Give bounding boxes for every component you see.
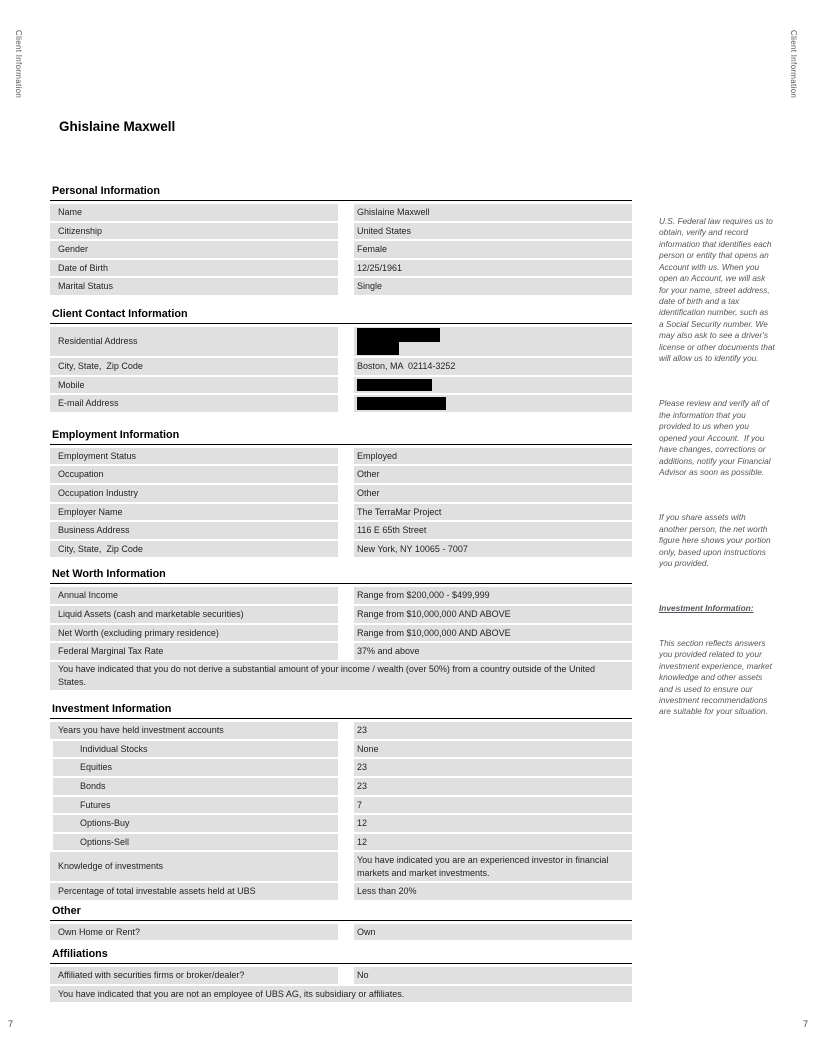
table-row	[50, 241, 632, 258]
margin-note-shared-assets: If you share assets with another person, the net worth figure here shows your portion only, based upon instructions you provided.	[659, 512, 773, 569]
row-value: Range from $200,000 - $499,999	[354, 587, 632, 604]
row-label: Own Home or Rent?	[50, 924, 338, 941]
section-heading: Client Contact Information	[50, 308, 632, 324]
row-value: 37% and above	[354, 643, 632, 660]
row-value: None	[354, 741, 632, 758]
side-label-client-information-right: Client Information	[789, 30, 798, 99]
section-heading: Investment Information	[50, 703, 632, 719]
row-label: Annual Income	[50, 587, 338, 604]
row-label: Name	[50, 204, 338, 221]
row-value: 23	[354, 759, 632, 776]
row-label: Marital Status	[50, 278, 338, 295]
section-other	[50, 905, 632, 941]
table-row	[50, 260, 632, 277]
row-value: New York, NY 10065 - 7007	[354, 541, 632, 558]
main-content	[50, 0, 632, 1004]
row-value: Other	[354, 485, 632, 502]
table-row	[50, 327, 632, 356]
table-row	[50, 924, 632, 941]
row-value: United States	[354, 223, 632, 240]
section-heading: Net Worth Information	[50, 568, 632, 584]
side-label-client-information-left: Client Information	[14, 30, 23, 99]
row-value: Boston, MA 02114-3252	[354, 358, 632, 375]
section-heading: Employment Information	[50, 429, 632, 445]
section-heading: Personal Information	[50, 185, 632, 201]
row-value: You have indicated you are an experienced investor in financial markets and market investments.	[354, 852, 632, 881]
section-investment-information	[50, 703, 632, 899]
row-value: 12/25/1961	[354, 260, 632, 277]
row-label: Options-Buy	[53, 815, 338, 832]
table-row	[50, 967, 632, 984]
row-label: Gender	[50, 241, 338, 258]
row-value: 12	[354, 815, 632, 832]
client-name-title: Ghislaine Maxwell	[59, 119, 176, 134]
row-value: 116 E 65th Street	[354, 522, 632, 539]
margin-notes	[659, 193, 778, 752]
row-value: 23	[354, 778, 632, 795]
margin-note-investment-text: This section reflects answers you provided related to your investment experience, market knowledge and other assets and is used to ensure our investment recommendations are suitable for your situation.	[659, 637, 775, 717]
table-row	[50, 587, 632, 604]
row-value: Female	[354, 241, 632, 258]
table-row	[50, 522, 632, 539]
section-net-worth-information	[50, 568, 632, 690]
row-label: Options-Sell	[53, 834, 338, 851]
table-row	[50, 377, 632, 394]
row-label: Employer Name	[50, 504, 338, 521]
row-label: Years you have held investment accounts	[50, 722, 338, 739]
table-row	[50, 223, 632, 240]
row-value-redacted	[354, 327, 632, 356]
margin-note-review: Please review and verify all of the information that you provided to us when you opened your Account. If you have changes, corrections or additions, notify your Financial Advisor as soon as possible.	[659, 398, 773, 478]
redaction-bar	[357, 342, 399, 355]
row-label: Mobile	[50, 377, 338, 394]
row-label: Liquid Assets (cash and marketable securities)	[50, 606, 338, 623]
row-label: City, State, Zip Code	[50, 541, 338, 558]
section-personal-information	[50, 185, 632, 295]
table-note-row	[50, 986, 632, 1003]
table-row	[50, 358, 632, 375]
row-label: Date of Birth	[50, 260, 338, 277]
row-label: Citizenship	[50, 223, 338, 240]
table-row	[50, 759, 632, 776]
table-row	[50, 541, 632, 558]
table-note-row	[50, 662, 632, 691]
page-number-right: 7	[803, 1019, 809, 1029]
row-label: Residential Address	[50, 327, 338, 356]
table-row	[50, 625, 632, 642]
row-label: Business Address	[50, 522, 338, 539]
row-label: Occupation Industry	[50, 485, 338, 502]
row-label: Net Worth (excluding primary residence)	[50, 625, 338, 642]
row-value-redacted	[354, 377, 632, 394]
table-row	[50, 722, 632, 739]
row-label: Percentage of total investable assets held at UBS	[50, 883, 338, 900]
margin-note-investment-heading: Investment Information:	[659, 603, 754, 614]
table-row	[50, 485, 632, 502]
margin-note-federal-law: U.S. Federal law requires us to obtain, verify and record information that identifies each person or entity that opens an Account with us. When you open an Account, we will ask for your name, street address, date of birth and a tax identification number, such as a Social Security number. We may also ask to see a driver's license or other documents that will allow us to identify you.	[659, 215, 778, 364]
table-row	[50, 834, 632, 851]
section-heading: Other	[50, 905, 632, 921]
table-row	[50, 204, 632, 221]
row-value: Less than 20%	[354, 883, 632, 900]
row-label: Federal Marginal Tax Rate	[50, 643, 338, 660]
section-affiliations	[50, 948, 632, 1002]
row-value: No	[354, 967, 632, 984]
row-value: 23	[354, 722, 632, 739]
table-row	[50, 466, 632, 483]
redaction-bar	[357, 397, 446, 410]
row-value: 12	[354, 834, 632, 851]
table-row	[50, 504, 632, 521]
row-value: Employed	[354, 448, 632, 465]
row-value: 7	[354, 797, 632, 814]
row-label: Bonds	[53, 778, 338, 795]
table-row	[50, 778, 632, 795]
row-value-redacted	[354, 395, 632, 412]
table-row	[50, 278, 632, 295]
table-row	[50, 852, 632, 881]
row-value: Own	[354, 924, 632, 941]
section-employment-information	[50, 429, 632, 558]
table-row	[50, 741, 632, 758]
row-label: City, State, Zip Code	[50, 358, 338, 375]
table-row	[50, 883, 632, 900]
row-label: Affiliated with securities firms or broker/dealer?	[50, 967, 338, 984]
redaction-bar	[357, 379, 432, 391]
section-heading: Affiliations	[50, 948, 632, 964]
table-row	[50, 448, 632, 465]
row-note: You have indicated that you do not derive a substantial amount of your income / wealth (over 50%) from a country outside of the United States.	[50, 662, 632, 691]
row-note: You have indicated that you are not an employee of UBS AG, its subsidiary or affiliates.	[50, 986, 632, 1003]
table-row	[50, 606, 632, 623]
row-value: Range from $10,000,000 AND ABOVE	[354, 625, 632, 642]
table-row	[50, 643, 632, 660]
row-label: E-mail Address	[50, 395, 338, 412]
row-label: Occupation	[50, 466, 338, 483]
row-label: Individual Stocks	[53, 741, 338, 758]
row-label: Equities	[53, 759, 338, 776]
section-client-contact-information	[50, 308, 632, 412]
table-row	[50, 797, 632, 814]
redaction-bar	[357, 328, 440, 342]
table-row	[50, 395, 632, 412]
row-label: Knowledge of investments	[50, 852, 338, 881]
row-label: Employment Status	[50, 448, 338, 465]
row-value: Single	[354, 278, 632, 295]
row-value: Ghislaine Maxwell	[354, 204, 632, 221]
row-value: The TerraMar Project	[354, 504, 632, 521]
row-value: Range from $10,000,000 AND ABOVE	[354, 606, 632, 623]
row-label: Futures	[53, 797, 338, 814]
table-row	[50, 815, 632, 832]
page-number-left: 7	[8, 1019, 14, 1029]
row-value: Other	[354, 466, 632, 483]
